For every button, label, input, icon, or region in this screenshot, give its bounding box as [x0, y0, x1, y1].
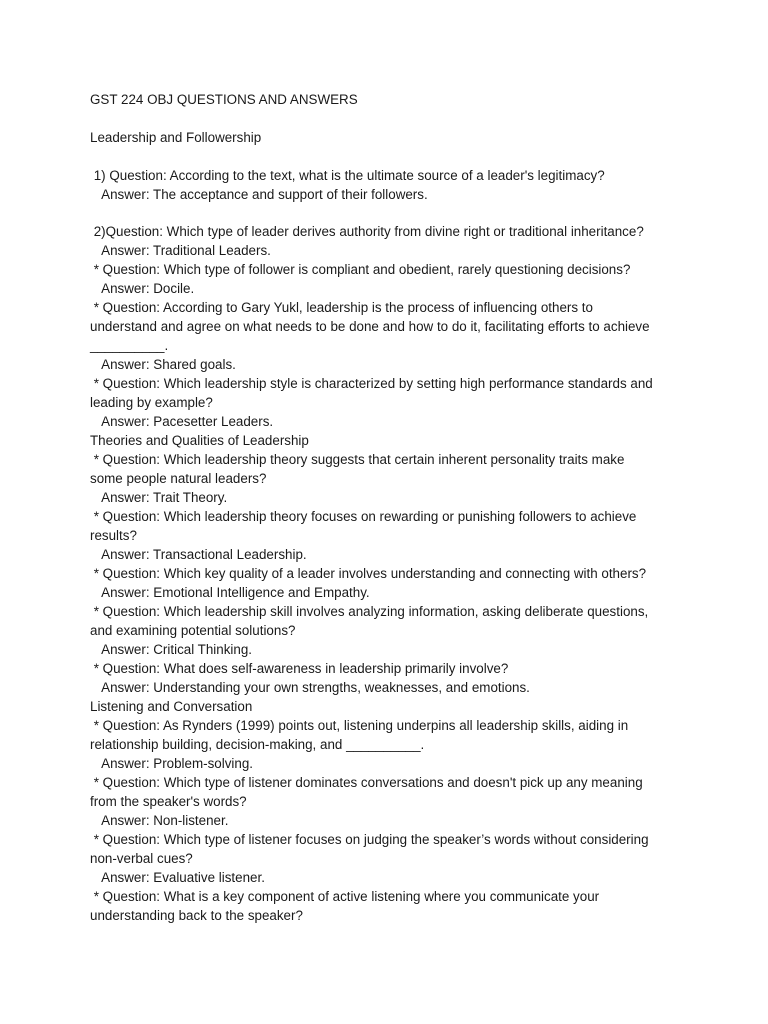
question-5-line-2: leading by example?: [90, 395, 213, 410]
document-body: [90, 90, 680, 925]
question-8: * Question: Which key quality of a leader involves understanding and connecting with others?: [90, 566, 647, 581]
answer-8: Answer: Emotional Intelligence and Empathy.: [90, 585, 370, 600]
question-4-line-2: understand and agree on what needs to be done and how to do it, facilitating efforts to achieve: [90, 319, 650, 334]
spacer: [90, 147, 680, 166]
spacer: [90, 204, 680, 222]
question-6-line-1: * Question: Which leadership theory suggests that certain inherent personality traits make: [90, 452, 625, 467]
question-4-line-1: * Question: According to Gary Yukl, leadership is the process of influencing others to: [90, 300, 593, 315]
spacer: [90, 109, 680, 128]
question-7-line-2: results?: [90, 528, 137, 543]
document-title: GST 224 OBJ QUESTIONS AND ANSWERS: [90, 92, 358, 107]
answer-5: Answer: Pacesetter Leaders.: [90, 414, 274, 429]
answer-13: Answer: Evaluative listener.: [90, 870, 265, 885]
question-11-line-1: * Question: As Rynders (1999) points out, listening underpins all leadership skills, aiding in: [90, 718, 629, 733]
question-12-line-2: from the speaker's words?: [90, 794, 247, 809]
answer-7: Answer: Transactional Leadership.: [90, 547, 307, 562]
question-5-line-1: * Question: Which leadership style is characterized by setting high performance standards and: [90, 376, 653, 391]
answer-4: Answer: Shared goals.: [90, 357, 236, 372]
question-10: * Question: What does self-awareness in leadership primarily involve?: [90, 661, 509, 676]
answer-10: Answer: Understanding your own strengths, weaknesses, and emotions.: [90, 680, 530, 695]
section-heading-leadership-followership: Leadership and Followership: [90, 130, 262, 145]
question-4-line-3: __________.: [90, 338, 169, 353]
question-2: 2)Question: Which type of leader derives authority from divine right or traditional inheritance?: [90, 224, 644, 239]
question-11-line-2: relationship building, decision-making, and __________.: [90, 737, 425, 752]
answer-11: Answer: Problem-solving.: [90, 756, 253, 771]
question-1: 1) Question: According to the text, what is the ultimate source of a leader's legitimacy?: [90, 168, 605, 183]
answer-12: Answer: Non-listener.: [90, 813, 229, 828]
question-7-line-1: * Question: Which leadership theory focuses on rewarding or punishing followers to achieve: [90, 509, 637, 524]
answer-6: Answer: Trait Theory.: [90, 490, 228, 505]
question-9-line-1: * Question: Which leadership skill involves analyzing information, asking deliberate questions,: [90, 604, 649, 619]
question-13-line-1: * Question: Which type of listener focuses on judging the speaker’s words without considering: [90, 832, 649, 847]
answer-1: Answer: The acceptance and support of their followers.: [90, 187, 428, 202]
question-12-line-1: * Question: Which type of listener dominates conversations and doesn't pick up any meaning: [90, 775, 643, 790]
question-14-line-1: * Question: What is a key component of active listening where you communicate your: [90, 889, 600, 904]
question-14-line-2: understanding back to the speaker?: [90, 908, 303, 923]
question-9-line-2: and examining potential solutions?: [90, 623, 296, 638]
question-13-line-2: non-verbal cues?: [90, 851, 193, 866]
question-3: * Question: Which type of follower is compliant and obedient, rarely questioning decisions?: [90, 262, 631, 277]
question-6-line-2: some people natural leaders?: [90, 471, 267, 486]
section-heading-theories-qualities: Theories and Qualities of Leadership: [90, 433, 309, 448]
answer-9: Answer: Critical Thinking.: [90, 642, 252, 657]
answer-2: Answer: Traditional Leaders.: [90, 243, 271, 258]
section-heading-listening-conversation: Listening and Conversation: [90, 699, 253, 714]
answer-3: Answer: Docile.: [90, 281, 195, 296]
